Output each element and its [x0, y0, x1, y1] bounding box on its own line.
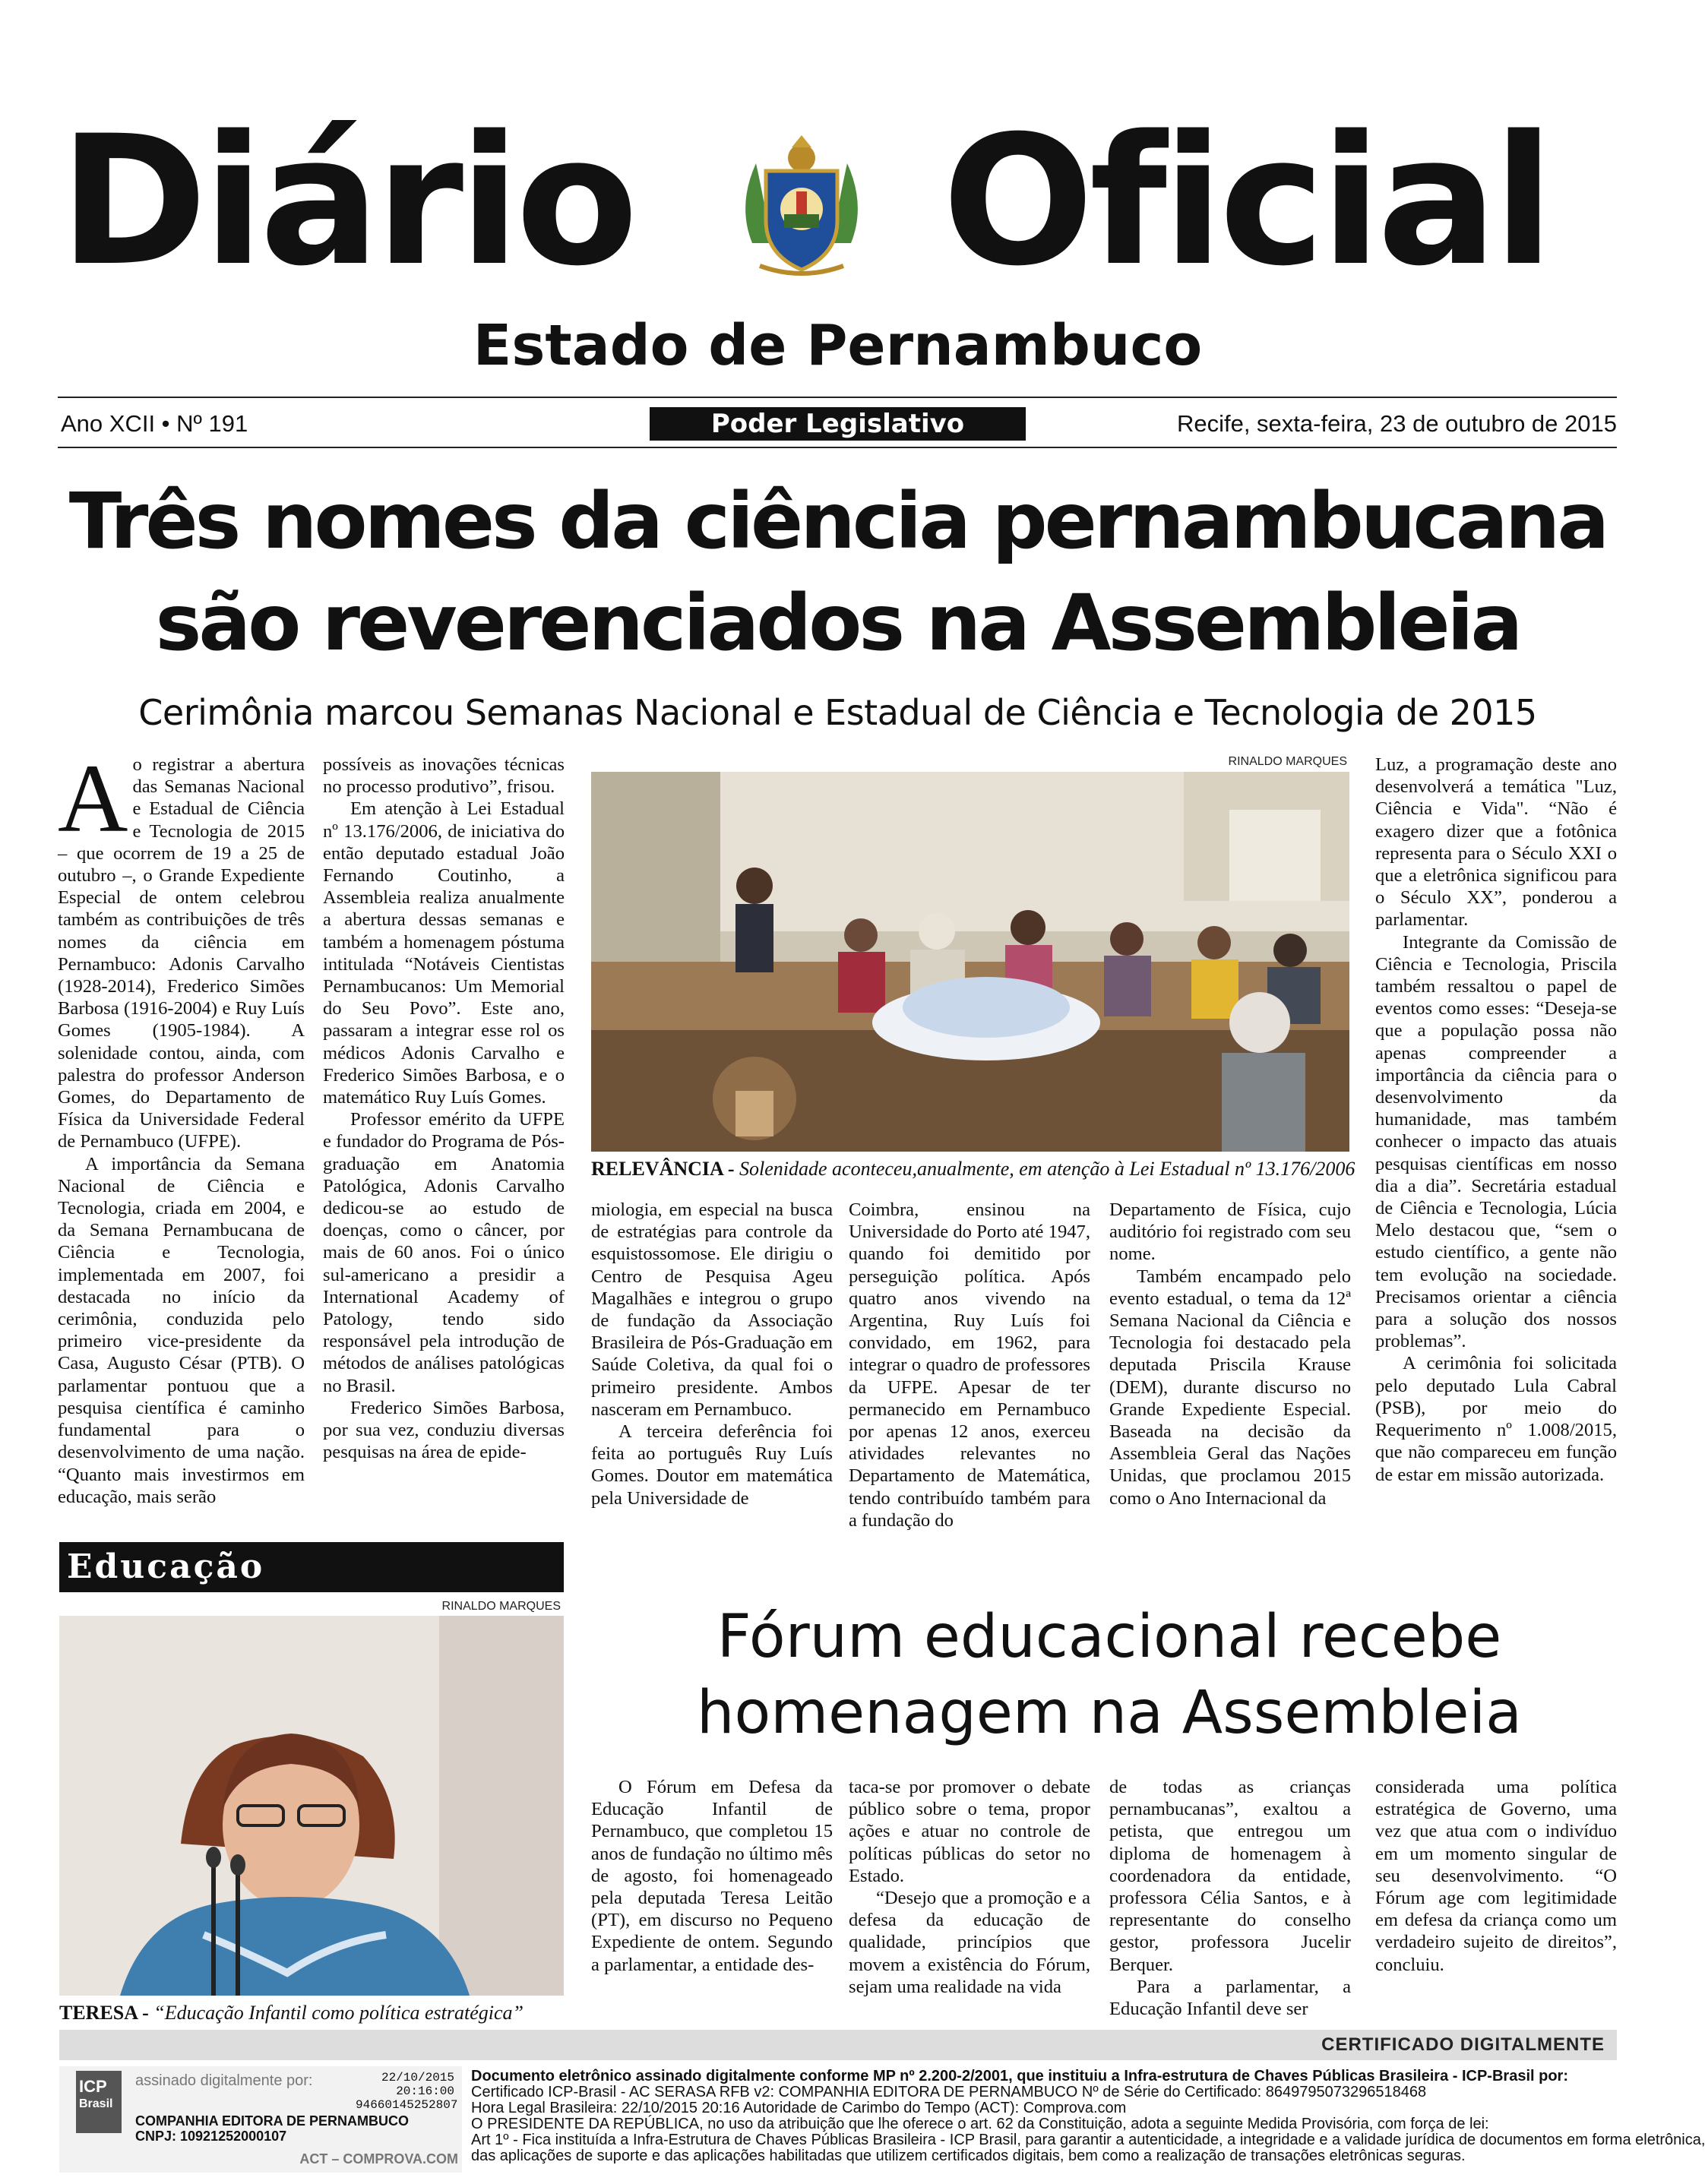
paragraph: Também encampado pelo evento estadual, o tema da 12ª Semana Nacional da Ciência e Tecnologia foi destacado pela deputada Priscila Krause (DEM), durante discurso no Grande Expediente Especial. Baseada na decisão da Assembleia Geral das Nações Unidas, que proclamou 2015 como o Ano Internacional da: [1109, 1266, 1351, 1509]
caption-label: RELEVÂNCIA -: [591, 1158, 735, 1180]
drop-cap: A: [58, 744, 128, 852]
education-column-1: [591, 1776, 833, 2019]
masthead-rule-bottom: [58, 447, 1617, 448]
education-headline: [600, 1599, 1618, 1751]
masthead-word-left: Diário: [59, 98, 634, 305]
paragraph: Frederico Simões Barbosa, por sua vez, conduziu diversas pesquisas na área de epide-: [323, 1397, 565, 1463]
digital-certificate-bar: CERTIFICADO DIGITALMENTE: [59, 2030, 1617, 2060]
main-column-4: [849, 1199, 1090, 1531]
paragraph: A importância da Semana Nacional de Ciência e Tecnologia, criada em 2004, e da Semana Pernambucana de Ciência e Tecnologia, implementada em 2007, foi destacada no início da cerimônia, conduzida pelo primeiro vice-presidente da Casa, Augusto César (PTB). O parlamentar pontuou que a pesquisa científica é caminho fundamental para o desenvolvimento de uma nação. “Quanto mais investirmos em educação, mais serão: [58, 1153, 305, 1507]
section-label-education: Educação: [59, 1542, 564, 1592]
doc-line: O PRESIDENTE DA REPÚBLICA, no uso da atribuição que lhe oferece o art. 62 da Constituição, adota a seguinte Medida Provisória, com força de lei:: [471, 2116, 1489, 2132]
paragraph: Departamento de Física, cujo auditório foi registrado com seu nome.: [1109, 1199, 1351, 1265]
education-photo-credit: RINALDO MARQUES: [441, 1600, 561, 1613]
education-column-4: [1375, 1776, 1617, 2019]
education-column-2: [849, 1776, 1090, 2019]
caption-text: Solenidade aconteceu,anualmente, em atenção à Lei Estadual nº 13.176/2006: [739, 1158, 1355, 1180]
education-headline-line2: homenagem na Assembleia: [697, 1679, 1522, 1747]
doc-line: das aplicações de suporte e das aplicações habilitadas que utilizem certificados digitais, bem como a realização de transações eletrônicas seguras.: [471, 2148, 1466, 2164]
main-subhead: Cerimônia marcou Semanas Nacional e Estadual de Ciência e Tecnologia de 2015: [138, 692, 1537, 733]
doc-line: Art 1º - Fica instituída a Infra-Estrutura de Chaves Públicas Brasileira - ICP Brasil, para garantir a autenticidade, a integridade e a validade jurídica de documentos em forma eletrônica,: [471, 2132, 1705, 2148]
main-column-5: [1109, 1199, 1351, 1518]
stamp-code: 94660145252807: [356, 2098, 458, 2112]
paragraph: Professor emérito da UFPE e fundador do Programa de Pós-graduação em Anatomia Patológica, Adonis Carvalho dedicou-se ao estudo de doenças, como o câncer, por mais de 60 anos. Foi o único sul-americano a presidir a International Academy of Patology, tendo sido responsável pela introdução de métodos de análises patológicas no Brasil.: [323, 1109, 565, 1396]
masthead-subtitle: Estado de Pernambuco: [473, 313, 1203, 378]
paragraph: “Desejo que a promoção e a defesa da educação de qualidade, princípios que movem a existência do Fórum, sejam uma realidade na vida: [849, 1888, 1090, 1997]
stamp-cnpj: CNPJ: 10921252000107: [135, 2129, 287, 2144]
coat-of-arms-emblem: [729, 129, 874, 281]
paragraph: Integrante da Comissão de Ciência e Tecnologia, Priscila também ressaltou o papel de eventos como esses: “Deseja-se que a população possa não apenas compreender a importância da ciência para o desenvolvimento da humanidade, mas também conhecer o impacto das atuais pesquisas científicas em nosso dia a dia”. Secretária estadual de Ciência e Tecnologia, Lúcia Melo destacou que, “sem o estudo científico, a gente não tem evolução na sociedade. Precisamos orientar a ciência para a solução dos nossos problemas”.: [1375, 931, 1617, 1352]
doc-line: Certificado ICP-Brasil - AC SERASA RFB v2: COMPANHIA EDITORA DE PERNAMBUCO Nº de Série do Certificado: 8649795073296518468: [471, 2084, 1427, 2100]
paragraph: taca-se por promover o debate público sobre o tema, propor ações e atuar no controle de políticas públicas do setor no Estado.: [849, 1777, 1090, 1886]
paragraph: Luz, a programação deste ano desenvolverá a temática "Luz, Ciência e Vida". “Não é exagero dizer que a fotônica representa para o Século XXI o que a eletrônica significou para o Século XX”, ponderou a parlamentar.: [1375, 754, 1617, 931]
doc-line: Documento eletrônico assinado digitalmente conforme MP nº 2.200-2/2001, que instituiu a Infra-estrutura de Chaves Públicas Brasileira - ICP-Brasil por:: [471, 2068, 1568, 2084]
paragraph: de todas as crianças pernambucanas”, exaltou a petista, que entregou um diploma de homenagem à coordenadora da entidade, professora Célia Santos, e à representante do conselho gestor, professora Jucelir Berquer.: [1109, 1777, 1351, 1975]
certificate-legal-text: [471, 2068, 1705, 2164]
stamp-act: ACT – COMPROVA.COM: [299, 2151, 458, 2167]
education-photo: [59, 1616, 564, 1996]
logo-line1: ICP: [79, 2077, 107, 2096]
paragraph: Para a parlamentar, a Educação Infantil deve ser: [1109, 1976, 1351, 2020]
education-photo-caption: [59, 2002, 568, 2024]
stamp-date: 22/10/2015: [381, 2071, 454, 2084]
edition-number: Ano XCII • Nº 191: [61, 410, 248, 437]
paragraph: O Fórum em Defesa da Educação Infantil de Pernambuco, que completou 15 anos de fundação no último mês de agosto, foi homenageado pela deputada Teresa Leitão (PT), em discurso no Pequeno Expediente de ontem. Segundo a parlamentar, a entidade des-: [591, 1777, 833, 1975]
caption-text: “Educação Infantil como política estratégica”: [153, 2002, 524, 2024]
main-column-3: [591, 1199, 833, 1518]
paragraph: Em atenção à Lei Estadual nº 13.176/2006, de iniciativa do então deputado estadual João Fernando Coutinho, a Assembleia realiza anualmente a abertura dessas semanas e também a homenagem póstuma intitulada “Notáveis Cientistas Pernambucanos: Um Memorial do Seu Povo”. Este ano, passaram a integrar esse rol os médicos Adonis Carvalho e Frederico Simões Barbosa, e o matemático Ruy Luís Gomes.: [323, 798, 565, 1108]
main-photo-credit: RINALDO MARQUES: [1228, 755, 1347, 768]
paragraph: considerada uma política estratégica de Governo, uma vez que atua com o indivíduo em um momento singular de seu desenvolvimento. “O Fórum age com legitimidade em defesa da criança como um verdadeiro sujeito de direitos”, concluiu.: [1375, 1777, 1617, 1975]
main-headline-line1: Três nomes da ciência pernambucana: [68, 476, 1607, 567]
signed-by-label: assinado digitalmente por:: [135, 2072, 313, 2089]
paragraph: Coimbra, ensinou na Universidade do Porto até 1947, quando foi demitido por perseguição política. Após quatro anos vivendo na Argentina, Ruy Luís foi convidado, em 1962, para integrar o quadro de professores da UFPE. Apesar de ter permanecido em Pernambuco por apenas 12 anos, exerceu atividades relevantes no Departamento de Matemática, tendo contribuído também para a fundação do: [849, 1199, 1090, 1531]
paragraph: A cerimônia foi solicitada pelo deputado Lula Cabral (PSB), por meio do Requerimento nº 1.008/2015, que não compareceu em função de estar em missão autorizada.: [1375, 1353, 1617, 1485]
paragraph: A terceira deferência foi feita ao português Ruy Luís Gomes. Doutor em matemática pela Universidade de: [591, 1421, 833, 1509]
education-column-3: [1109, 1776, 1351, 2019]
stamp-company: COMPANHIA EDITORA DE PERNAMBUCO: [135, 2113, 410, 2129]
logo-line2: Brasil: [79, 2097, 113, 2110]
masthead-rule-top: [58, 397, 1617, 398]
main-column-1: [58, 744, 305, 1517]
main-photo-caption: [591, 1158, 1355, 1180]
main-headline: [46, 471, 1630, 675]
signature-stamp: [59, 2066, 462, 2173]
main-headline-line2: são reverenciados na Assembleia: [155, 578, 1520, 668]
main-photo: [591, 772, 1349, 1152]
education-headline-line1: Fórum educacional recebe: [716, 1603, 1502, 1671]
paragraph: miologia, em especial na busca de estratégias para controle da esquistossomose. Ele dirigiu o Centro de Pesquisa Ageu Magalhães e integrou o grupo de fundação da Associação Brasileira de Pós-Graduação em Saúde Coletiva, da qual foi o primeiro presidente. Ambos nasceram em Pernambuco.: [591, 1199, 833, 1420]
stamp-time: 20:16:00: [396, 2084, 454, 2098]
masthead-word-right: Oficial: [942, 98, 1550, 305]
main-column-2: [323, 754, 565, 1517]
paragraph: possíveis as inovações técnicas no processo produtivo”, frisou.: [323, 754, 565, 798]
section-tag: Poder Legislativo: [650, 407, 1026, 441]
caption-label: TERESA -: [59, 2002, 149, 2024]
main-column-6: [1375, 754, 1617, 1517]
issue-date: Recife, sexta-feira, 23 de outubro de 2015: [1176, 410, 1617, 437]
doc-line: Hora Legal Brasileira: 22/10/2015 20:16 Autoridade de Carimbo do Tempo (ACT): Comprova.com: [471, 2100, 1127, 2116]
icp-brasil-logo: [59, 2066, 128, 2157]
paragraph: o registrar a abertura das Semanas Nacional e Estadual de Ciência e Tecnologia de 2015 – que ocorrem de 19 a 25 de outubro –, o Grande Expediente Especial de ontem celebrou também as contribuições de três nomes da ciência em Pernambuco: Adonis Carvalho (1928-2014), Frederico Simões Barbosa (1916-2004) e Ruy Luís Gomes (1905-1984). A solenidade contou, ainda, com palestra do professor Anderson Gomes, do Departamento de Física da Universidade Federal de Pernambuco (UFPE).: [58, 754, 305, 1152]
